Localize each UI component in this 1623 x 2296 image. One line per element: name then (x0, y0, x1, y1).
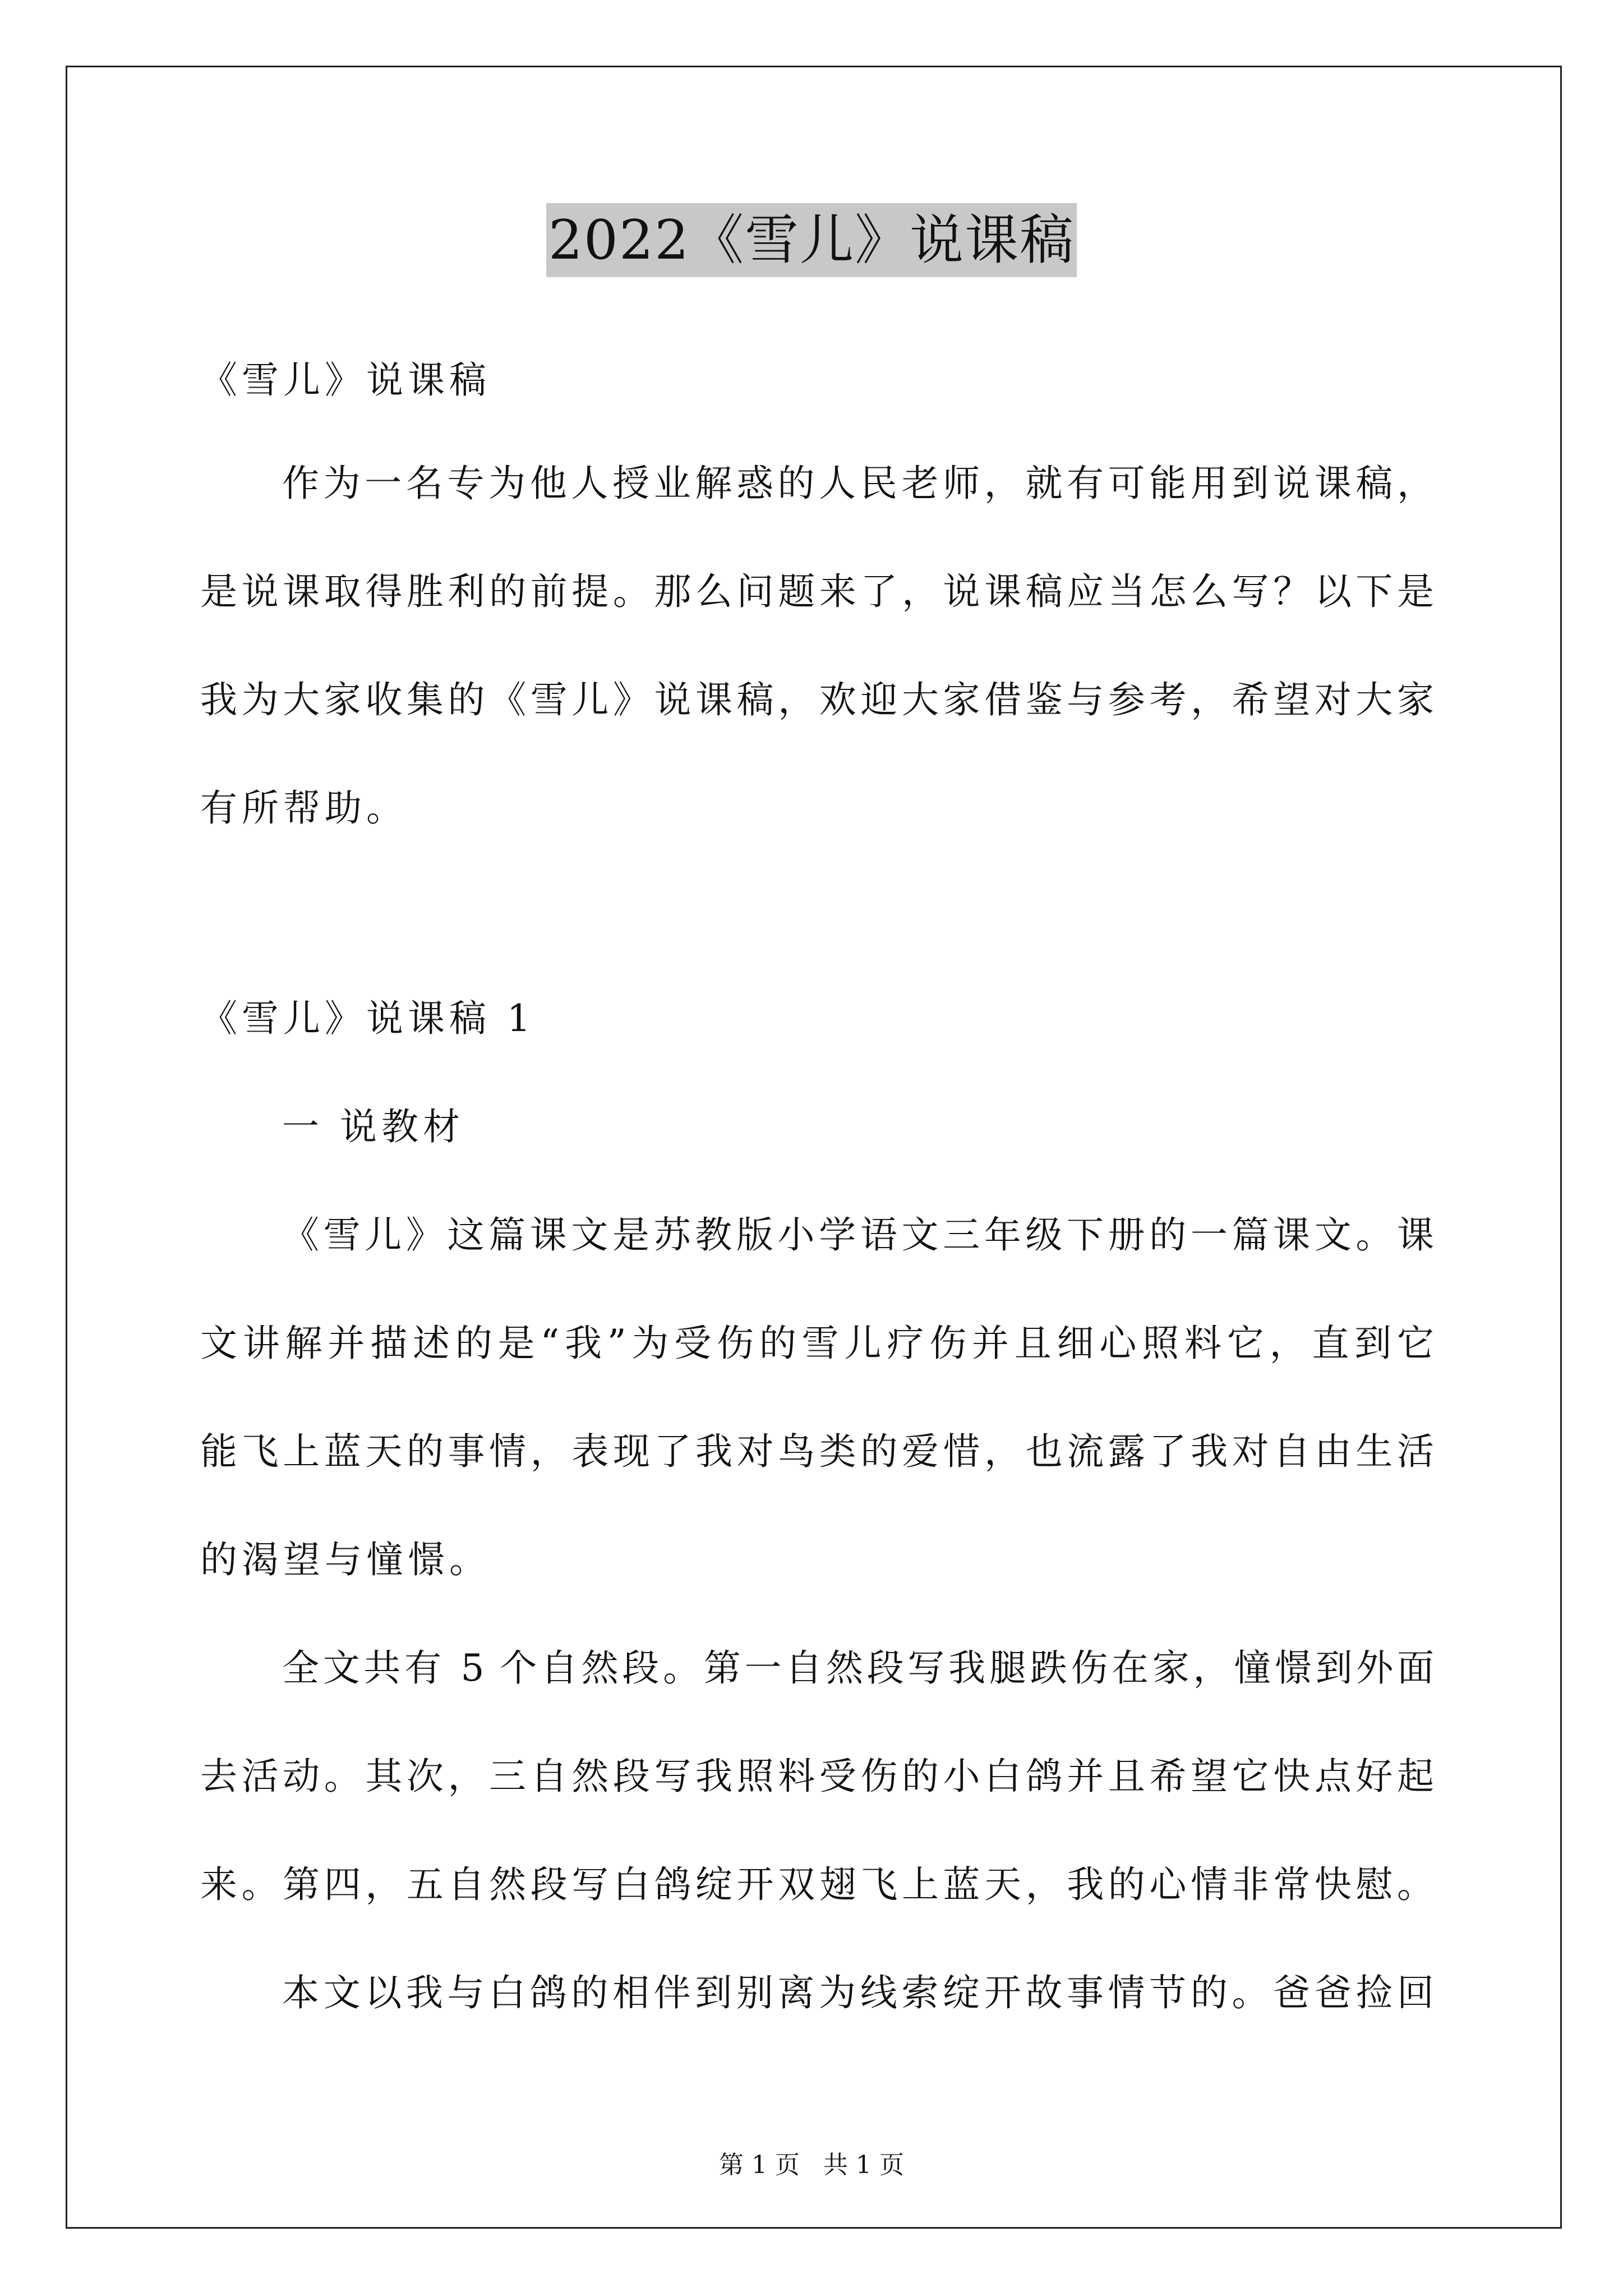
paragraph-1-line-4: 的渴望与憧憬。 (200, 1538, 491, 1581)
subsection-heading: 一 说教材 (282, 1105, 464, 1148)
subtitle-line: 《雪儿》说课稿 (200, 358, 491, 402)
paragraph-3-line-1: 本文以我与白鸽的相伴到别离为线索绽开故事情节的。爸爸捡回 (282, 1971, 1434, 2014)
title-container (0, 203, 1623, 277)
intro-line-2: 是说课取得胜利的前提。那么问题来了，说课稿应当怎么写？以下是 (200, 570, 1434, 613)
intro-line-4: 有所帮助。 (200, 786, 408, 830)
paragraph-1-line-2: 文讲解并描述的是“我”为受伤的雪儿疗伤并且细心照料它，直到它 (200, 1322, 1434, 1365)
paragraph-2-line-1: 全文共有 5 个自然段。第一自然段写我腿跌伤在家，憧憬到外面 (282, 1646, 1434, 1690)
page-footer: 第 1 页 共 1 页 (719, 2151, 904, 2179)
paragraph-2-line-2: 去活动。其次，三自然段写我照料受伤的小白鸽并且希望它快点好起 (200, 1755, 1434, 1798)
intro-line-3: 我为大家收集的《雪儿》说课稿，欢迎大家借鉴与参考，希望对大家 (200, 678, 1434, 721)
section-heading: 《雪儿》说课稿 1 (200, 997, 535, 1040)
document-title: 2022《雪儿》说课稿 (546, 203, 1077, 277)
paragraph-1-line-3: 能飞上蓝天的事情，表现了我对鸟类的爱惜，也流露了我对自由生活 (200, 1430, 1434, 1473)
paragraph-2-line-3: 来。第四，五自然段写白鸽绽开双翅飞上蓝天，我的心情非常快慰。 (200, 1863, 1434, 1906)
intro-line-1: 作为一名专为他人授业解惑的人民老师，就有可能用到说课稿， (282, 462, 1434, 505)
paragraph-1-line-1: 《雪儿》这篇课文是苏教版小学语文三年级下册的一篇课文。课 (282, 1213, 1434, 1257)
